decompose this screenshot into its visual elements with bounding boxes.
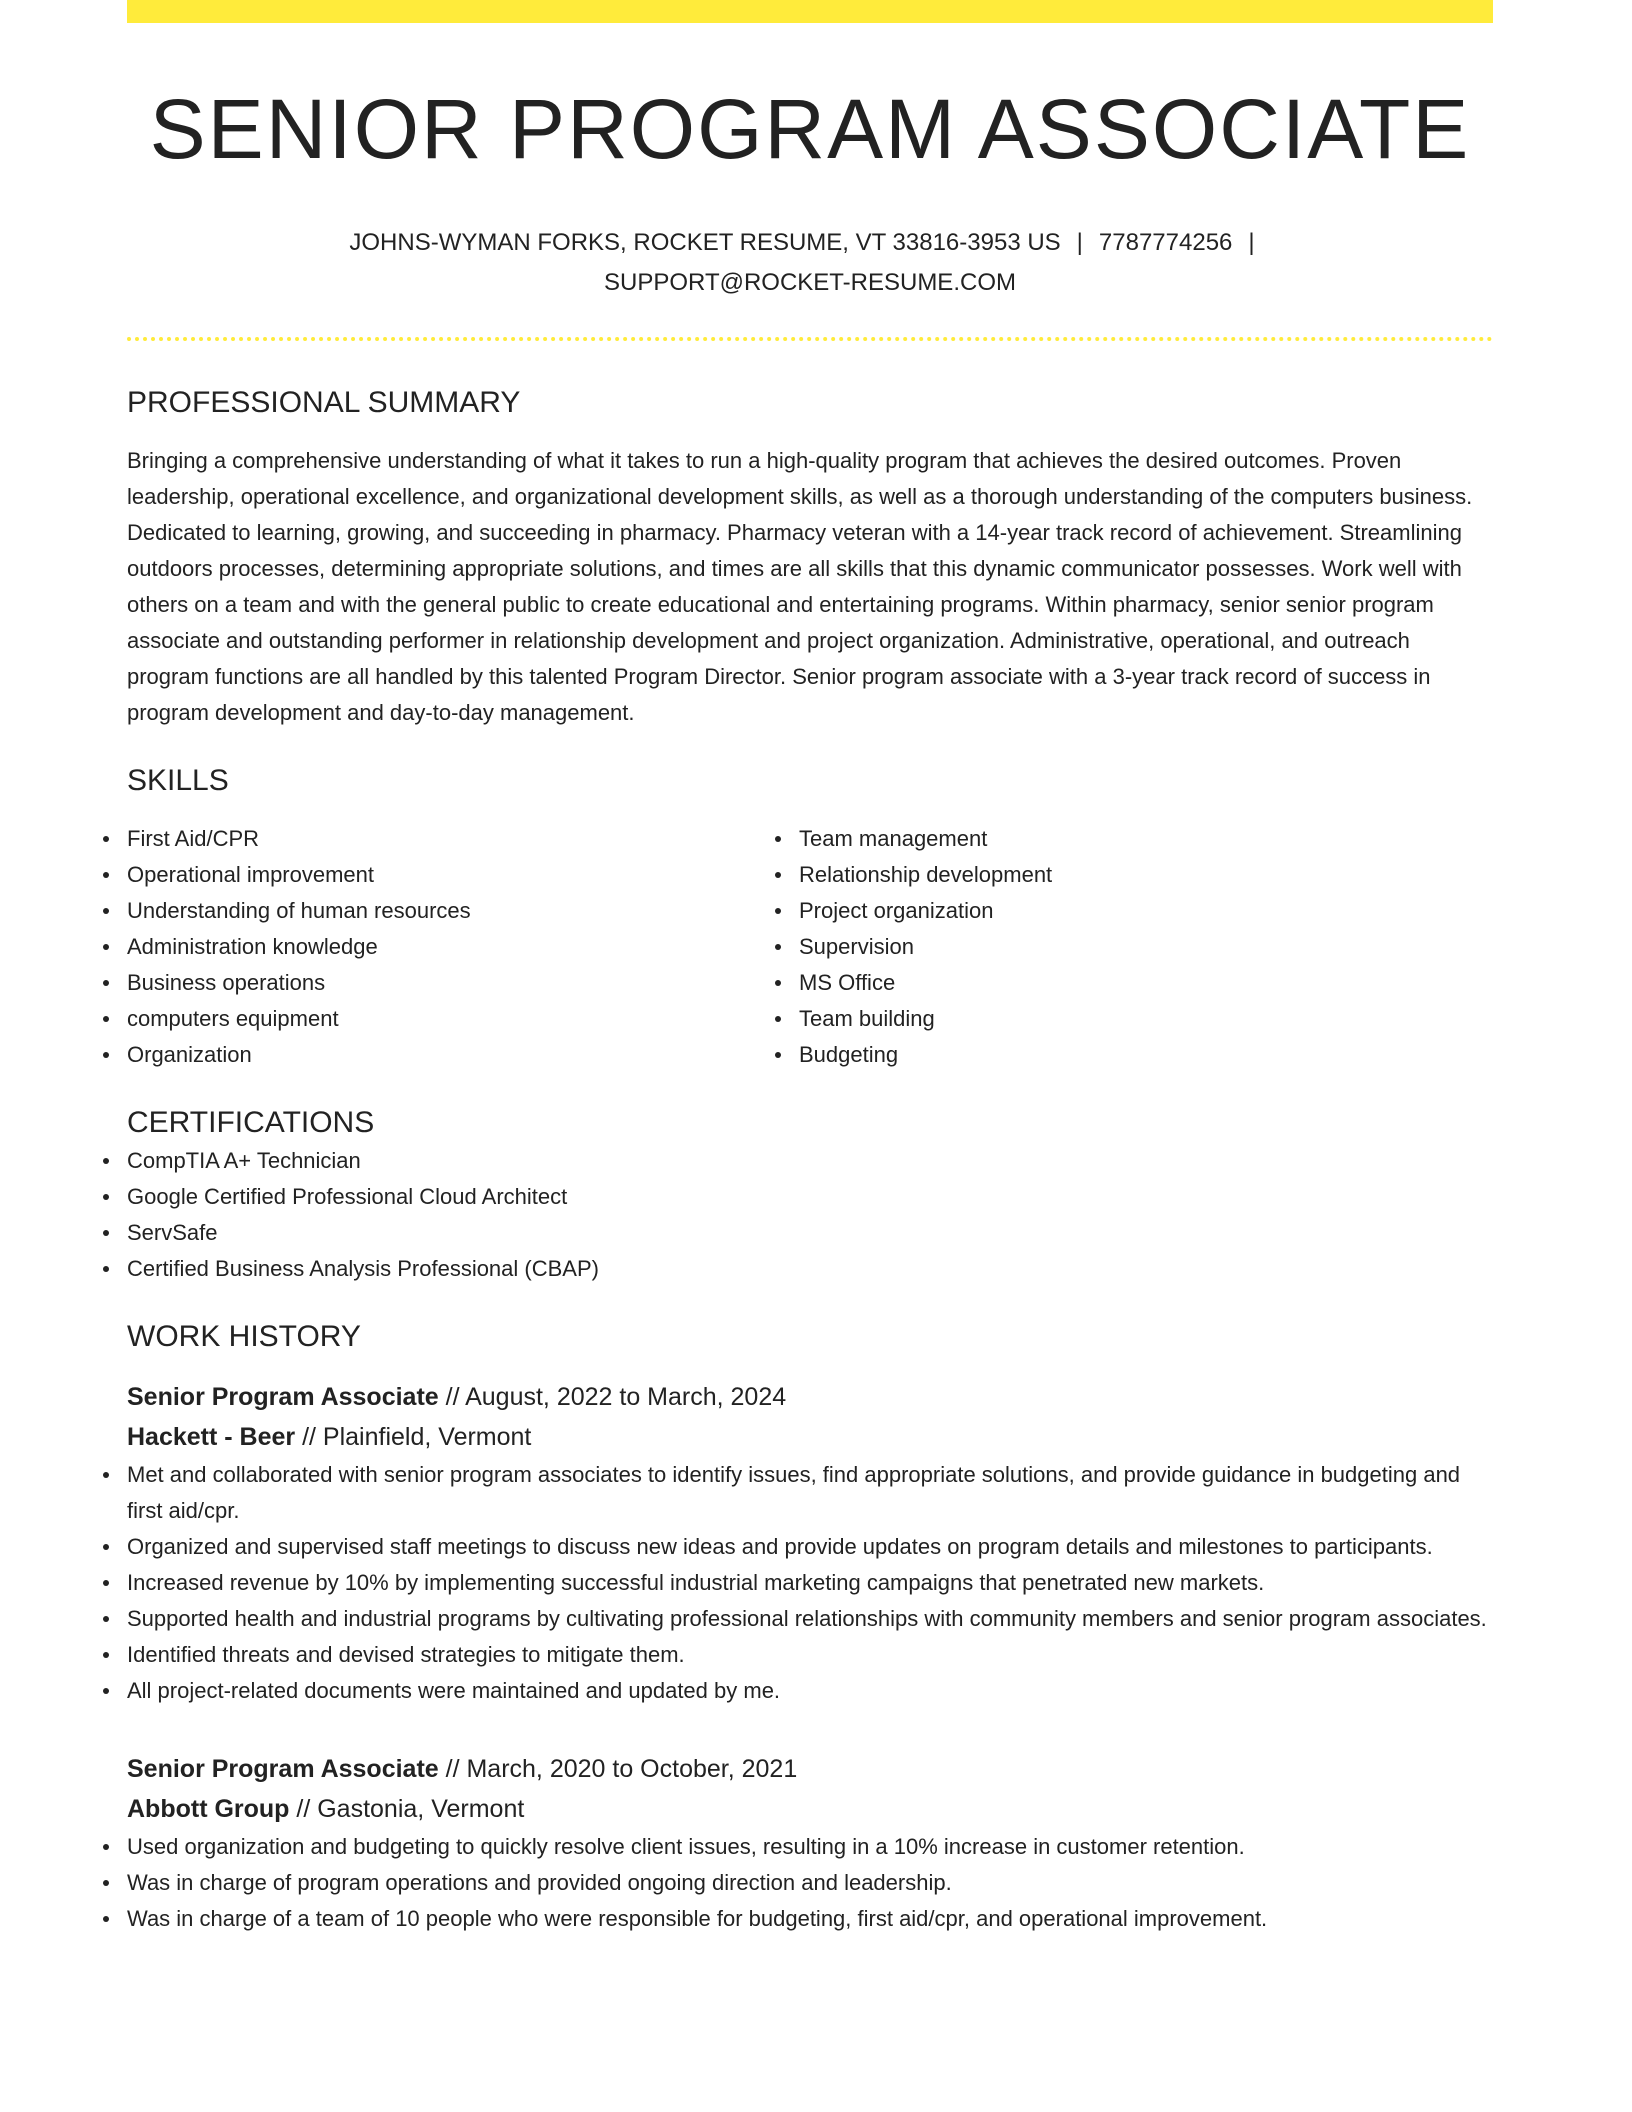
certifications-heading: CERTIFICATIONS: [127, 1106, 375, 1140]
skill-item: First Aid/CPR: [127, 821, 799, 857]
job-title-line: [127, 1749, 1493, 1789]
skill-item: Budgeting: [799, 1037, 1471, 1073]
skill-item: Operational improvement: [127, 857, 799, 893]
job-duty-item: Was in charge of program operations and provided ongoing direction and leadership.: [127, 1865, 1493, 1901]
job-company: Hackett - Beer: [127, 1423, 296, 1452]
job-duty-item: All project-related documents were maintained and updated by me.: [127, 1673, 1493, 1709]
work-history-heading: WORK HISTORY: [127, 1320, 361, 1354]
job-entry: [127, 1749, 1493, 1937]
contact-email[interactable]: SUPPORT@ROCKET-RESUME.COM: [604, 269, 1016, 297]
job-duty-item: Used organization and budgeting to quickly resolve client issues, resulting in a 10% increase in customer retention.: [127, 1829, 1493, 1865]
job-dates: // August, 2022 to March, 2024: [438, 1383, 787, 1412]
skill-item: Understanding of human resources: [127, 893, 799, 929]
skill-item: MS Office: [799, 965, 1471, 1001]
certification-item: Google Certified Professional Cloud Architect: [127, 1179, 1493, 1215]
job-duties-list: [127, 1457, 1493, 1709]
job-duty-item: Organized and supervised staff meetings to discuss new ideas and provide updates on program details and milestones to participants.: [127, 1529, 1493, 1565]
header-divider: [127, 337, 1493, 341]
contact-separator: |: [1248, 229, 1255, 257]
job-duties-list: [127, 1829, 1493, 1937]
resume-page: [127, 0, 1493, 1937]
job-company-line: [127, 1789, 1493, 1829]
skill-item: computers equipment: [127, 1001, 799, 1037]
job-duty-item: Supported health and industrial programs by cultivating professional relationships with community members and senior program associates.: [127, 1601, 1493, 1637]
certification-item: ServSafe: [127, 1215, 1493, 1251]
job-title: Senior Program Associate: [127, 1383, 439, 1412]
skill-item: Team management: [799, 821, 1471, 857]
skills-list-left: [127, 821, 799, 1073]
job-entry: [127, 1377, 1493, 1709]
skills-list-right: [799, 821, 1471, 1073]
contact-address: JOHNS-WYMAN FORKS, ROCKET RESUME, VT 33816-3953 US: [349, 229, 1061, 257]
job-company-line: [127, 1417, 1493, 1457]
skill-item: Business operations: [127, 965, 799, 1001]
job-location: // Gastonia, Vermont: [289, 1795, 525, 1824]
contact-separator: |: [1076, 229, 1083, 257]
job-title: Senior Program Associate: [127, 1755, 439, 1784]
skills-grid: [127, 821, 1493, 1073]
job-duty-item: Was in charge of a team of 10 people who were responsible for budgeting, first aid/cpr, and operational improvement.: [127, 1901, 1493, 1937]
job-dates: // March, 2020 to October, 2021: [438, 1755, 798, 1784]
job-duty-item: Met and collaborated with senior program associates to identify issues, find appropriate solutions, and provide guidance in budgeting and first aid/cpr.: [127, 1457, 1493, 1529]
skills-heading: SKILLS: [127, 764, 229, 798]
resume-title: SENIOR PROGRAM ASSOCIATE: [149, 82, 1471, 176]
skill-item: Project organization: [799, 893, 1471, 929]
job-duty-item: Identified threats and devised strategies to mitigate them.: [127, 1637, 1493, 1673]
certification-item: CompTIA A+ Technician: [127, 1143, 1493, 1179]
job-company: Abbott Group: [127, 1795, 290, 1824]
skill-item: Relationship development: [799, 857, 1471, 893]
job-location: // Plainfield, Vermont: [295, 1423, 532, 1452]
summary-text: Bringing a comprehensive understanding of what it takes to run a high-quality program that achieves the desired outcomes. Proven leadership, operational excellence, and organizational development skills, as well as a thorough understanding of the computers business. Dedicated to learning, growing, and succeeding in pharmacy. Pharmacy veteran with a 14-year track record of achievement. Streamlining outdoors processes, determining appropriate solutions, and times are all skills that this dynamic communicator possesses. Work well with others on a team and with the general public to create educational and entertaining programs. Within pharmacy, senior senior program associate and outstanding performer in relationship development and project organization. Administrative, operational, and outreach program functions are all handled by this talented Program Director. Senior program associate with a 3-year track record of success in program development and day-to-day management.: [127, 448, 1473, 726]
job-title-line: [127, 1377, 1493, 1417]
certifications-list: [127, 1143, 1493, 1287]
summary-heading: PROFESSIONAL SUMMARY: [127, 386, 521, 420]
skill-item: Administration knowledge: [127, 929, 799, 965]
skill-item: Supervision: [799, 929, 1471, 965]
certification-item: Certified Business Analysis Professional (CBAP): [127, 1251, 1493, 1287]
skill-item: Organization: [127, 1037, 799, 1073]
skill-item: Team building: [799, 1001, 1471, 1037]
top-accent-bar: [127, 0, 1493, 23]
contact-info: [310, 223, 1310, 303]
contact-phone[interactable]: 7787774256: [1098, 229, 1233, 257]
job-duty-item: Increased revenue by 10% by implementing successful industrial marketing campaigns that penetrated new markets.: [127, 1565, 1493, 1601]
